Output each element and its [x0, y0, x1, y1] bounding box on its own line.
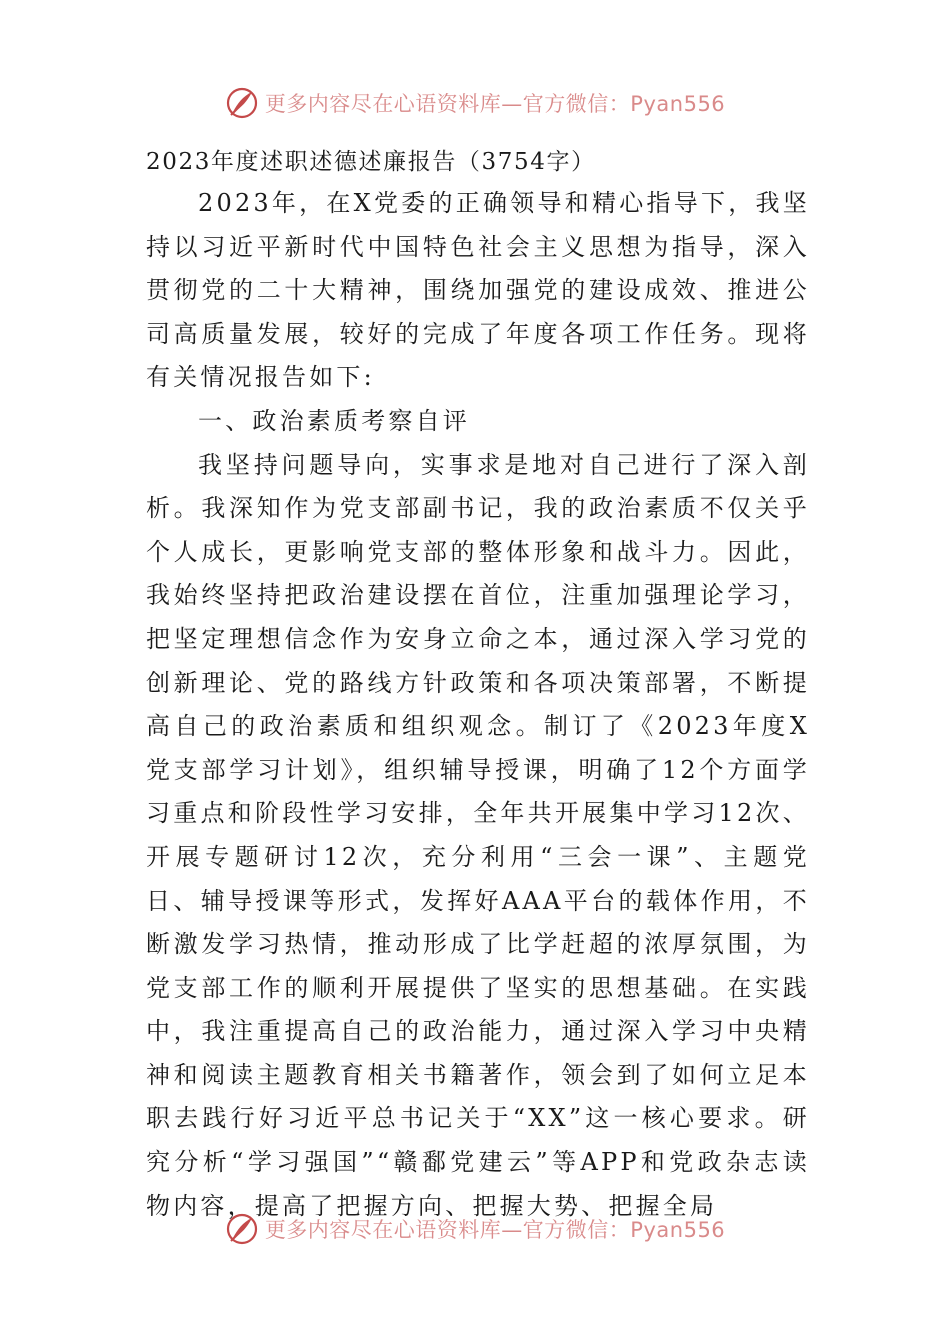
section-heading: 一、政治素质考察自评 — [198, 406, 470, 435]
watermark-text: 更多内容尽在心语资料库—官方微信：Pyan556 — [264, 1218, 726, 1242]
footer-watermark — [0, 1212, 950, 1246]
document-body — [146, 142, 810, 1228]
header-watermark — [0, 86, 950, 120]
watermark-text: 更多内容尽在心语资料库—官方微信：Pyan556 — [264, 92, 726, 116]
quill-logo-icon — [225, 86, 259, 120]
section-paragraph: 我坚持问题导向，实事求是地对自己进行了深入剖析。我深知作为党支部副书记，我的政治素质不仅关乎个人成长，更影响党支部的整体形象和战斗力。因此，我始终坚持把政治建设摆在首位，注重加强理论学习，把坚定理想信念作为安身立命之本，通过深入学习党的创新理论、党的路线方针政策和各项决策部署，不断提高自己的政治素质和组织观念。制订了《2023年度X党支部学习计划》，组织辅导授课，明确了12个方面学习重点和阶段性学习安排，全年共开展集中学习12次、开展专题研讨12次，充分利用“三会一课”、主题党日、辅导授课等形式，发挥好AAA平台的载体作用，不断激发学习热情，推动形成了比学赶超的浓厚氛围，为党支部工作的顺利开展提供了坚实的思想基础。在实践中，我注重提高自己的政治能力，通过深入学习中央精神和阅读主题教育相关书籍著作，领会到了如何立足本职去践行好习近平总书记关于“XX”这一核心要求。研究分析“学习强国”“赣鄱党建云”等APP和党政杂志读物内容，提高了把握方向、把握大势、把握全局 — [146, 450, 810, 1220]
intro-paragraph: 2023年，在X党委的正确领导和精心指导下，我坚持以习近平新时代中国特色社会主义思想为指导，深入贯彻党的二十大精神，围绕加强党的建设成效、推进公司高质量发展，较好的完成了年度各项工作任务。现将有关情况报告如下: — [146, 189, 810, 392]
document-title: 2023年度述职述德述廉报告（3754字） — [146, 149, 596, 175]
quill-logo-icon — [225, 1212, 259, 1246]
